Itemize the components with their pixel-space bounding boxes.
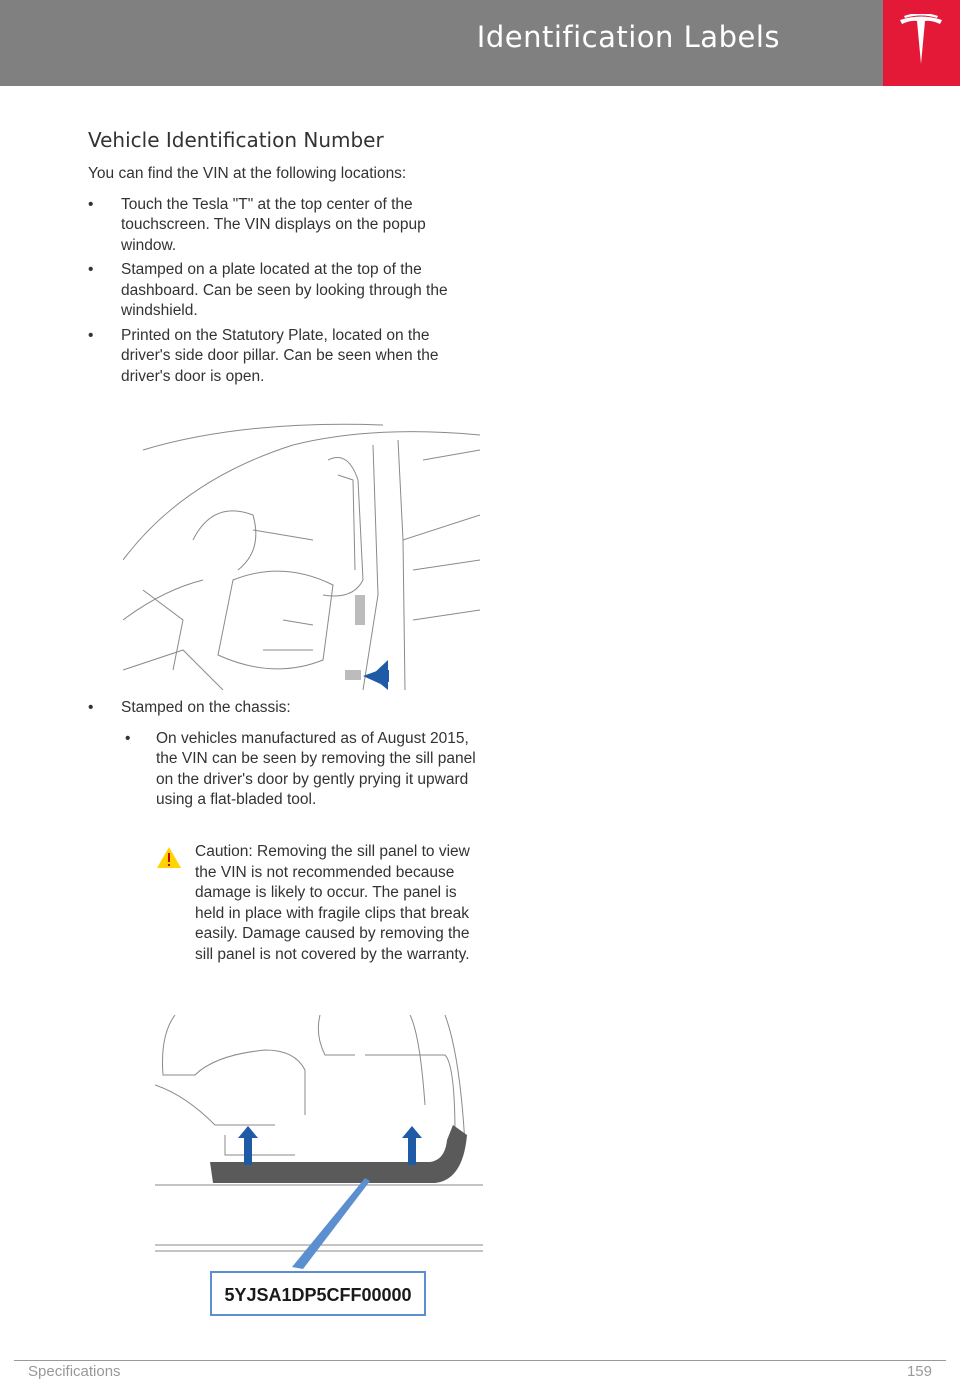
tesla-logo-icon (898, 14, 944, 70)
chassis-section (88, 698, 483, 811)
page-number: 159 (906, 1363, 932, 1380)
bullet-text: Printed on the Statutory Plate, located on the driver's side door pillar. Can be seen when the driver's door is open. (121, 326, 439, 385)
page-title: Identification Labels (476, 20, 780, 54)
vin-label: 5YJSA1DP5CFF00000 (224, 1285, 412, 1305)
bullet-text: Stamped on a plate located at the top of the dashboard. Can be seen by looking through the windshield. (121, 261, 448, 319)
door-pillar-illustration (123, 420, 480, 690)
warning-icon (156, 846, 182, 869)
chassis-list (88, 698, 483, 719)
sub-list-item: • On vehicles manufactured as of August 2015, the VIN can be seen by removing the sill panel on the driver's door by gently prying it upward using a flat-bladed tool. (125, 729, 476, 808)
list-item: • Touch the Tesla "T" at the top center of the touchscreen. The VIN displays on the popup window. (88, 195, 426, 254)
footer-divider (14, 1360, 946, 1361)
vin-section (88, 128, 483, 391)
section-title: Vehicle Identification Number (88, 128, 384, 152)
bullet-text: Stamped on the chassis: (121, 699, 291, 716)
intro-text: You can find the VIN at the following locations: (88, 165, 407, 182)
caution-text: Caution: Removing the sill panel to view the VIN is not recommended because damage is likely to occur. The panel is held in place with fragile clips that break easily. Damage caused by removing the sill panel is not covered by the warranty. (195, 843, 470, 963)
sub-bullet-text: On vehicles manufactured as of August 2015, the VIN can be seen by removing the sill panel on the driver's door by gently prying it upward using a flat-bladed tool. (156, 729, 476, 808)
location-list (88, 195, 483, 388)
brand-logo (883, 0, 960, 86)
page-header (0, 0, 883, 86)
list-item: • Stamped on a plate located at the top of the dashboard. Can be seen by looking through the windshield. (88, 261, 448, 319)
list-item: • Stamped on the chassis: (88, 699, 291, 716)
bullet-text: Touch the Tesla "T" at the top center of the touchscreen. The VIN displays on the popup window. (121, 195, 426, 254)
footer-section-name: Specifications (28, 1363, 121, 1380)
list-item: • Printed on the Statutory Plate, located on the driver's side door pillar. Can be seen when the driver's door is open. (88, 326, 439, 385)
sill-panel-illustration (155, 1015, 483, 1320)
caution-note (156, 842, 486, 965)
